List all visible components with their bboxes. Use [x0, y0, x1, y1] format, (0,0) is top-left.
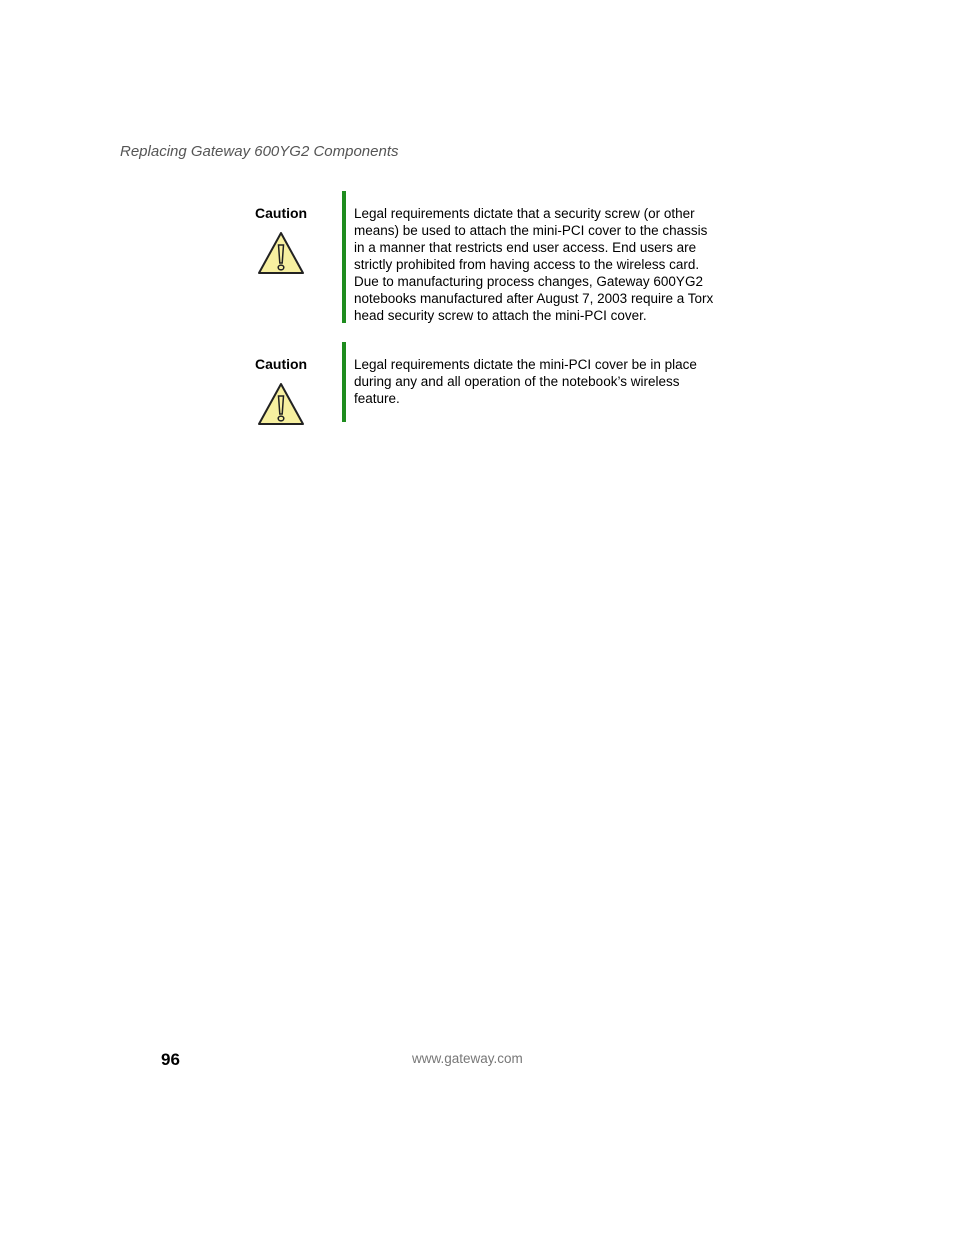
warning-triangle-icon	[257, 382, 305, 426]
caution-label: Caution	[255, 356, 308, 372]
caution-bar	[342, 191, 346, 323]
caution-label: Caution	[255, 205, 308, 221]
caution-text: Legal requirements dictate that a security screw (or other means) be used to attach the mini-PCI cover to the chassis in a manner that restricts end user access. End users are strictly prohibited from having access to the wireless card. Due to manufacturing process changes, Gateway 600YG2 notebooks manufactured after August 7, 2003 require a Torx head security screw to attach the mini-PCI cover.	[354, 206, 714, 323]
running-header: Replacing Gateway 600YG2 Components	[120, 143, 399, 160]
caution-bar	[342, 342, 346, 422]
caution-text: Legal requirements dictate the mini-PCI cover be in place during any and all operation of the notebook’s wireless feature.	[354, 357, 697, 406]
footer-url: www.gateway.com	[412, 1051, 523, 1066]
page-number: 96	[161, 1050, 180, 1069]
warning-triangle-icon	[257, 231, 305, 275]
